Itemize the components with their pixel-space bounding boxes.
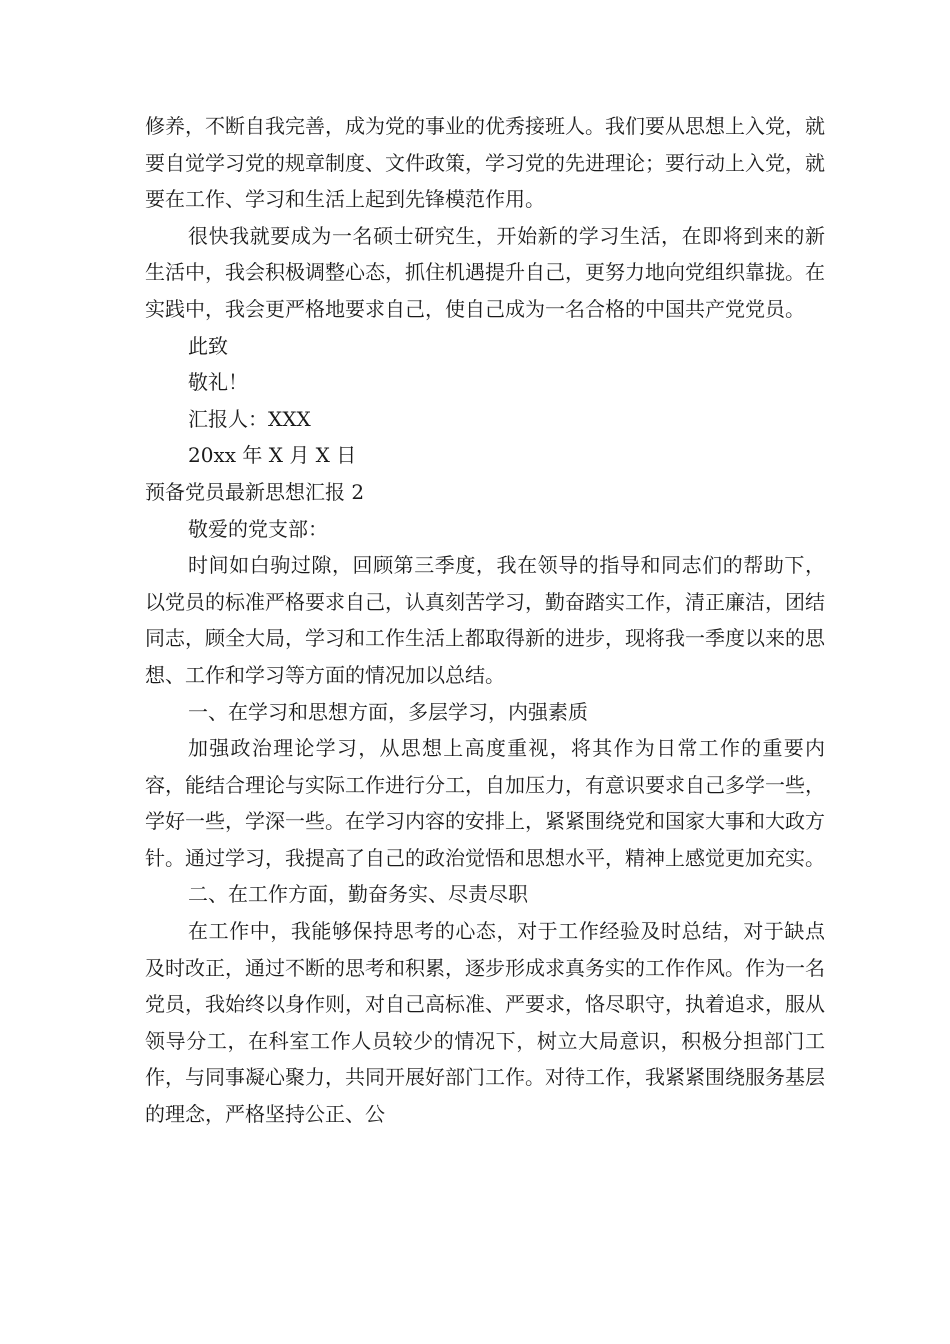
closing-salutation-jing-li: 敬礼！ (188, 370, 248, 395)
closing-salutation-ci-zhi: 此致 (188, 333, 228, 358)
reporter-signature: 汇报人：XXX (188, 406, 311, 431)
document-text-body (145, 108, 825, 1133)
greeting: 敬爱的党支部： (188, 516, 328, 541)
paragraph-graduate-plan: 很快我就要成为一名硕士研究生，开始新的学习生活，在即将到来的新生活中，我会积极调整心态，抓住机遇提升自己，更努力地向党组织靠拢。在实践中，我会更严格地要求自己，使自己成为一名合格的中国共产党党员。 (145, 223, 825, 321)
subheading-study: 一、在学习和思想方面，多层学习，内强素质 (188, 699, 588, 724)
report-date: 20xx 年 X 月 X 日 (188, 443, 357, 468)
section-title: 预备党员最新思想汇报 2 (145, 479, 365, 504)
paragraph-work: 在工作中，我能够保持思考的心态，对于工作经验及时总结，对于缺点及时改正，通过不断的思考和积累，逐步形成求真务实的工作作风。作为一名党员，我始终以身作则，对自己高标准、严要求，恪尽职守，执着追求，服从领导分工，在科室工作人员较少的情况下，树立大局意识，积极分担部门工作，与同事凝心聚力，共同开展好部门工作。对待工作，我紧紧围绕服务基层的理念，严格坚持公正、公 (145, 919, 825, 1127)
paragraph-review: 时间如白驹过隙，回顾第三季度，我在领导的指导和同志们的帮助下，以党员的标准严格要求自己，认真刻苦学习，勤奋踏实工作，清正廉洁，团结同志，顾全大局，学习和工作生活上都取得新的进步，现将我一季度以来的思想、工作和学习等方面的情况加以总结。 (145, 553, 825, 687)
paragraph-continuation: 修养，不断自我完善，成为党的事业的优秀接班人。我们要从思想上入党，就要自觉学习党的规章制度、文件政策，学习党的先进理论；要行动上入党，就要在工作、学习和生活上起到先锋模范作用。 (145, 114, 825, 212)
subheading-work: 二、在工作方面，勤奋务实、尽责尽职 (188, 882, 528, 907)
paragraph-study: 加强政治理论学习，从思想上高度重视，将其作为日常工作的重要内容，能结合理论与实际工作进行分工，自加压力，有意识要求自己多学一些，学好一些，学深一些。在学习内容的安排上，紧紧围绕党和国家大事和大政方针。通过学习，我提高了自己的政治觉悟和思想水平，精神上感觉更加充实。 (145, 736, 825, 870)
